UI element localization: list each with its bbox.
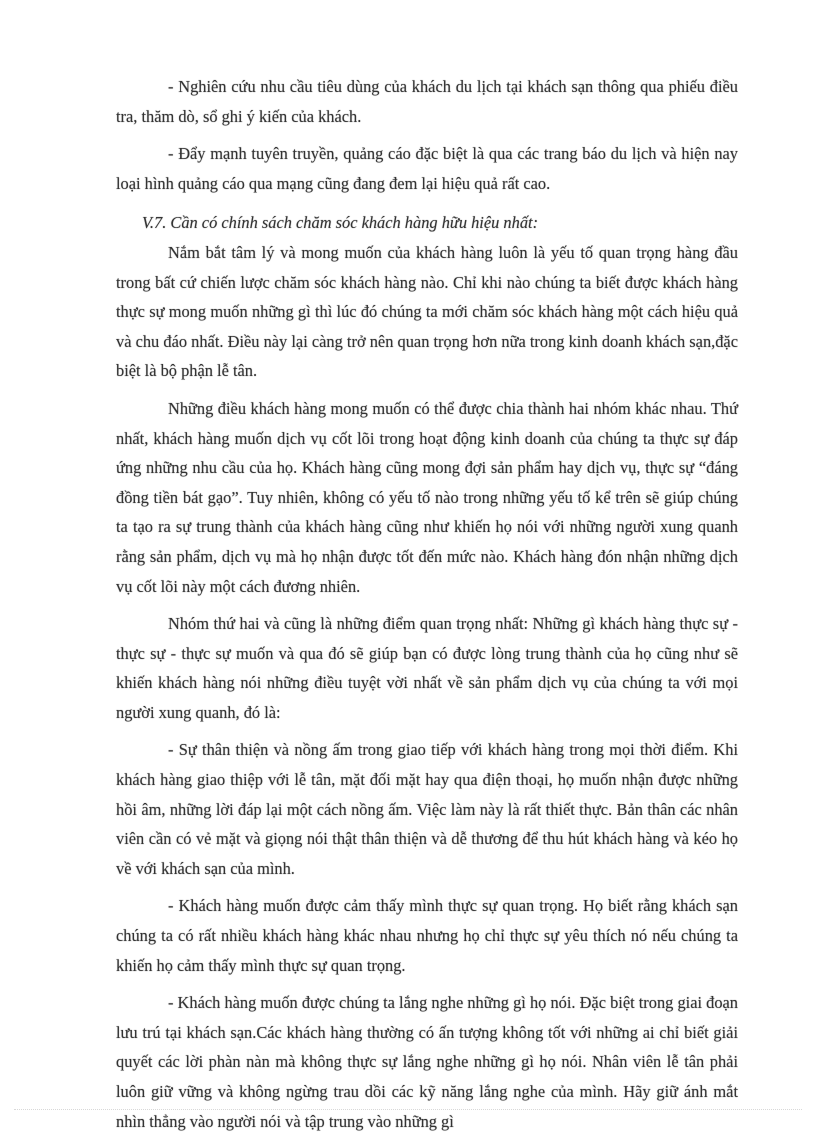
- intro-paragraph-2: - Đẩy mạnh tuyên truyền, quảng cáo đặc biệt là qua các trang báo du lịch và hiện nay loại hình quảng cáo qua mạng cũng đang đem lại hiệu quả rất cao.: [116, 144, 738, 193]
- body-paragraph-6: - Khách hàng muốn được chúng ta lắng nghe những gì họ nói. Đặc biệt trong giai đoạn lưu trú tại khách sạn.Các khách hàng thường có ấn tượng không tốt với những ai chỉ biết giải quyết các lời phàn nàn mà không thực sự lắng nghe những gì họ nói. Nhân viên lễ tân phải luôn giữ vững và không ngừng trau dồi các kỹ năng lắng nghe của mình. Hãy giữ ánh mắt nhìn thẳng vào người nói và tập trung vào những gì: [116, 993, 738, 1131]
- body-paragraph-2: Những điều khách hàng mong muốn có thể được chia thành hai nhóm khác nhau. Thứ nhất, khách hàng muốn dịch vụ cốt lõi trong hoạt động kinh doanh của chúng ta thực sự đáp ứng những nhu cầu của họ. Khách hàng cũng mong đợi sản phẩm hay dịch vụ, thực sự “đáng đồng tiền bát gạo”. Tuy nhiên, không có yếu tố nào trong những yếu tố kể trên sẽ giúp chúng ta tạo ra sự trung thành của khách hàng cũng như khiến họ nói với những người xung quanh rằng sản phẩm, dịch vụ mà họ nhận được tốt đến mức nào. Khách hàng đón nhận những dịch vụ cốt lõi này một cách đương nhiên.: [116, 398, 738, 596]
- page-content: [116, 72, 738, 1136]
- body-paragraph-4: - Sự thân thiện và nồng ấm trong giao tiếp với khách hàng trong mọi thời điểm. Khi khách hàng giao thiệp với lễ tân, mặt đối mặt hay qua điện thoại, họ muốn nhận được những hồi âm, những lời đáp lại một cách nồng ấm. Việc làm này là rất thiết thực. Bản thân các nhân viên cần có vẻ mặt và giọng nói thật thân thiện và dễ thương để thu hút khách hàng và kéo họ về với khách sạn của mình.: [116, 740, 738, 878]
- body-paragraph-3: Nhóm thứ hai và cũng là những điểm quan trọng nhất: Những gì khách hàng thực sự - thực sự - thực sự muốn và qua đó sẽ giúp bạn có được lòng trung thành của họ cũng như sẽ khiến khách hàng nói những điều tuyệt vời nhất về sản phẩm dịch vụ của chúng ta với mọi người xung quanh, đó là:: [116, 614, 738, 722]
- body-paragraph-1: Nắm bắt tâm lý và mong muốn của khách hàng luôn là yếu tố quan trọng hàng đầu trong bất cứ chiến lược chăm sóc khách hàng nào. Chỉ khi nào chúng ta biết được khách hàng thực sự mong muốn những gì thì lúc đó chúng ta mới chăm sóc khách hàng một cách hiệu quả và chu đáo nhất. Điều này lại càng trở nên quan trọng hơn nữa trong kinh doanh khách sạn,đặc biệt là bộ phận lễ tân.: [116, 242, 738, 381]
- page-bottom-divider: [14, 1109, 802, 1110]
- section-heading: V.7. Cần có chính sách chăm sóc khách hàng hữu hiệu nhất:: [142, 213, 539, 233]
- body-paragraph-5: - Khách hàng muốn được cảm thấy mình thực sự quan trọng. Họ biết rằng khách sạn chúng ta có rất nhiều khách hàng khác nhau nhưng họ chỉ thực sự yêu thích nó nếu chúng ta khiến họ cảm thấy mình thực sự quan trọng.: [116, 896, 738, 975]
- intro-paragraph-1: - Nghiên cứu nhu cầu tiêu dùng của khách du lịch tại khách sạn thông qua phiếu điều tra, thăm dò, sổ ghi ý kiến của khách.: [116, 77, 738, 126]
